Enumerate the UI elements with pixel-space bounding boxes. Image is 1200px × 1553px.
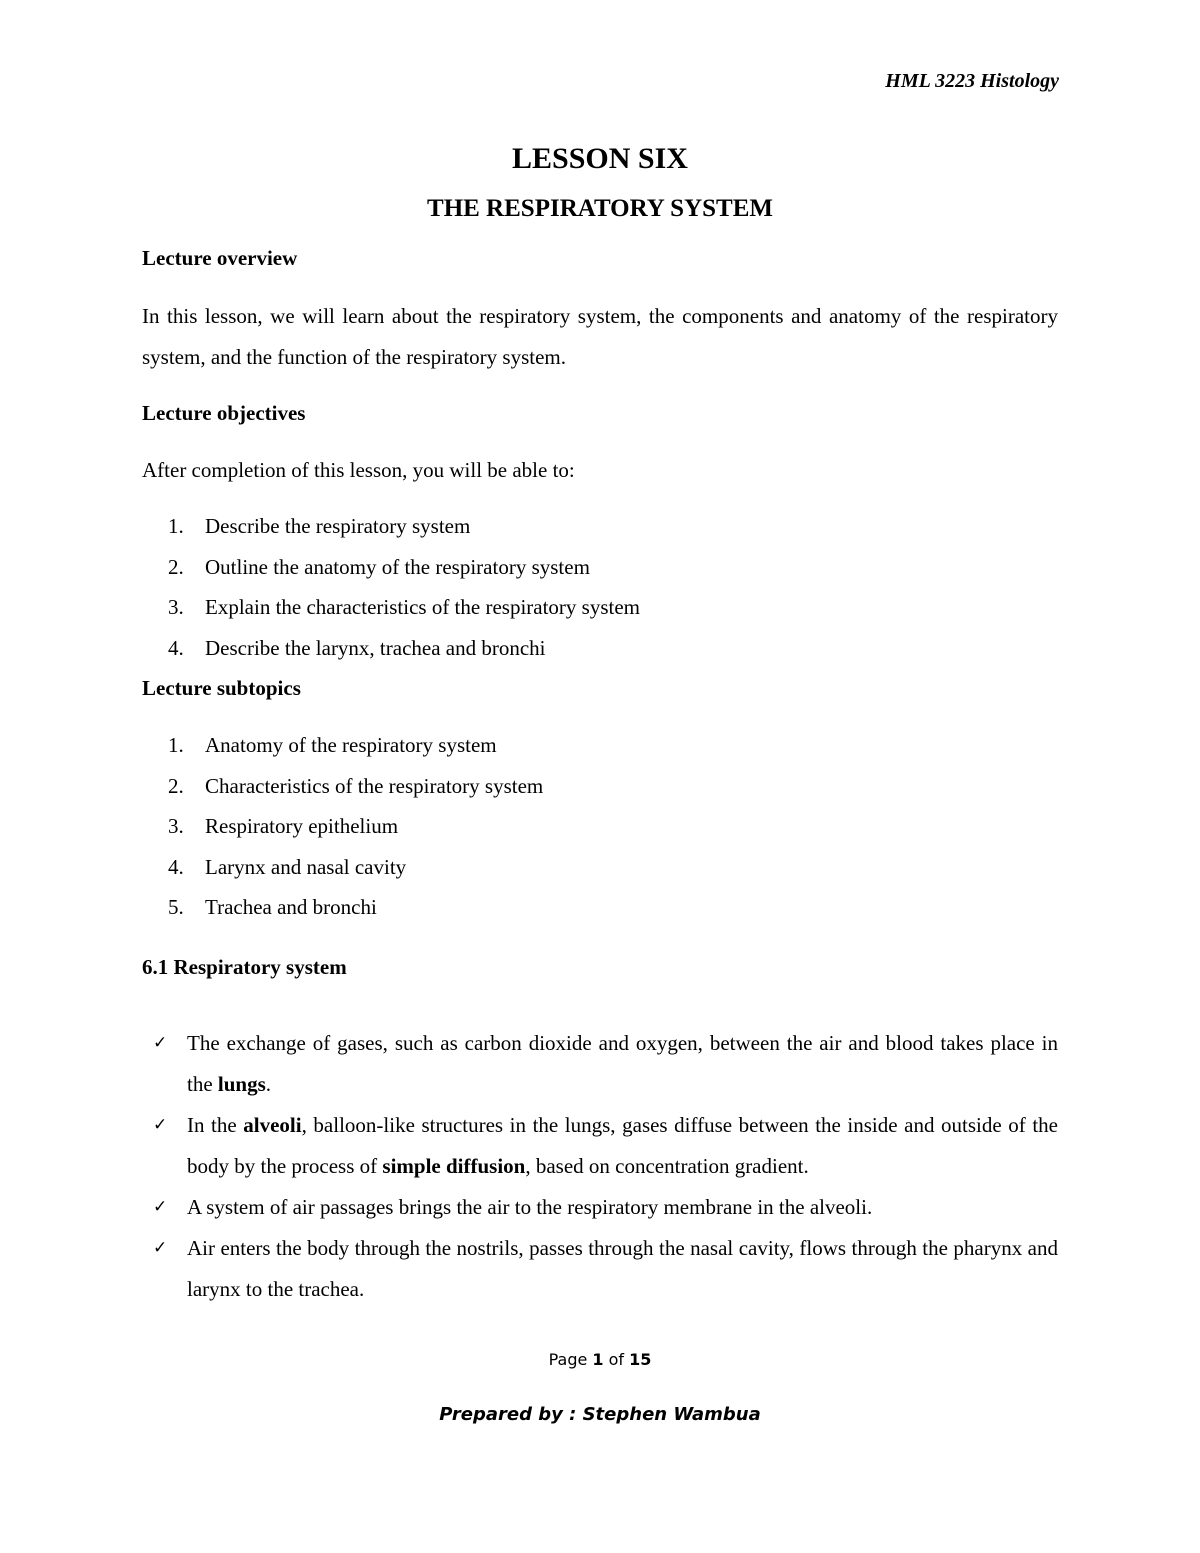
check-icon: ✓ bbox=[153, 1115, 168, 1135]
overview-text: In this lesson, we will learn about the respiratory system, the components and anatomy of the respiratory system, and the function of the respiratory system. bbox=[142, 304, 1058, 369]
objectives-intro: After completion of this lesson, you will be able to: bbox=[142, 458, 575, 482]
check-icon: ✓ bbox=[153, 1197, 168, 1217]
list-number: 2. bbox=[168, 773, 184, 798]
bullet-bold-text: alveoli bbox=[243, 1113, 302, 1137]
list-number: 3. bbox=[168, 595, 184, 619]
list-text: Outline the anatomy of the respiratory system bbox=[205, 554, 590, 579]
list-text: Anatomy of the respiratory system bbox=[205, 733, 497, 757]
list-text: Larynx and nasal cavity bbox=[205, 854, 407, 879]
list-item bbox=[142, 1187, 1058, 1228]
course-header: HML 3223 Histology bbox=[885, 70, 1059, 92]
page-label: Page bbox=[548, 1350, 593, 1369]
page-total: 15 bbox=[629, 1350, 652, 1369]
page-of: of bbox=[603, 1350, 630, 1369]
lesson-title: LESSON SIX bbox=[512, 142, 688, 175]
list-text: Describe the larynx, trachea and bronchi bbox=[205, 635, 546, 660]
bullet-text: , balloon-like structures in the lungs, gases diffuse between the inside and outside of the body by the process of bbox=[187, 1113, 1058, 1178]
section-heading: 6.1 Respiratory system bbox=[142, 955, 347, 979]
bullet-text: Air enters the body through the nostrils, passes through the nasal cavity, flows through the pharynx and larynx to the trachea. bbox=[187, 1236, 1058, 1301]
check-icon: ✓ bbox=[153, 1033, 168, 1053]
list-item bbox=[142, 1105, 1058, 1187]
page-current: 1 bbox=[592, 1350, 604, 1369]
list-number: 1. bbox=[168, 733, 184, 757]
bullet-bold-text: lungs bbox=[217, 1072, 266, 1096]
list-text: Characteristics of the respiratory system bbox=[205, 773, 544, 798]
section-bullets bbox=[142, 1023, 1058, 1310]
bullet-text: A system of air passages brings the air to the respiratory membrane in the alveoli. bbox=[187, 1195, 873, 1219]
list-text: Describe the respiratory system bbox=[205, 514, 471, 538]
bullet-text: The exchange of gases, such as carbon dioxide and oxygen, between the air and blood takes place in the bbox=[187, 1031, 1058, 1096]
topic-title: THE RESPIRATORY SYSTEM bbox=[427, 195, 773, 222]
list-number: 3. bbox=[168, 814, 184, 838]
list-number: 4. bbox=[168, 635, 184, 660]
objectives-heading: Lecture objectives bbox=[142, 401, 306, 425]
list-item bbox=[142, 1228, 1058, 1310]
bullet-text: . bbox=[265, 1072, 272, 1096]
subtopics-heading: Lecture subtopics bbox=[142, 676, 301, 700]
list-number: 2. bbox=[168, 554, 184, 579]
list-number: 1. bbox=[168, 514, 184, 538]
prepared-by: Prepared by : Stephen Wambua bbox=[439, 1404, 761, 1425]
list-item bbox=[142, 1023, 1058, 1105]
list-number: 5. bbox=[168, 895, 184, 919]
bullet-bold-text: simple diffusion bbox=[382, 1154, 526, 1178]
list-number: 4. bbox=[168, 854, 184, 879]
bullet-text: In the bbox=[187, 1113, 244, 1137]
list-text: Trachea and bronchi bbox=[205, 895, 377, 919]
check-icon: ✓ bbox=[153, 1238, 168, 1258]
overview-heading: Lecture overview bbox=[142, 246, 298, 270]
bullet-text: , based on concentration gradient. bbox=[525, 1154, 809, 1178]
list-text: Explain the characteristics of the respiratory system bbox=[205, 595, 641, 619]
list-text: Respiratory epithelium bbox=[205, 814, 399, 838]
page-number bbox=[0, 1350, 1200, 1369]
